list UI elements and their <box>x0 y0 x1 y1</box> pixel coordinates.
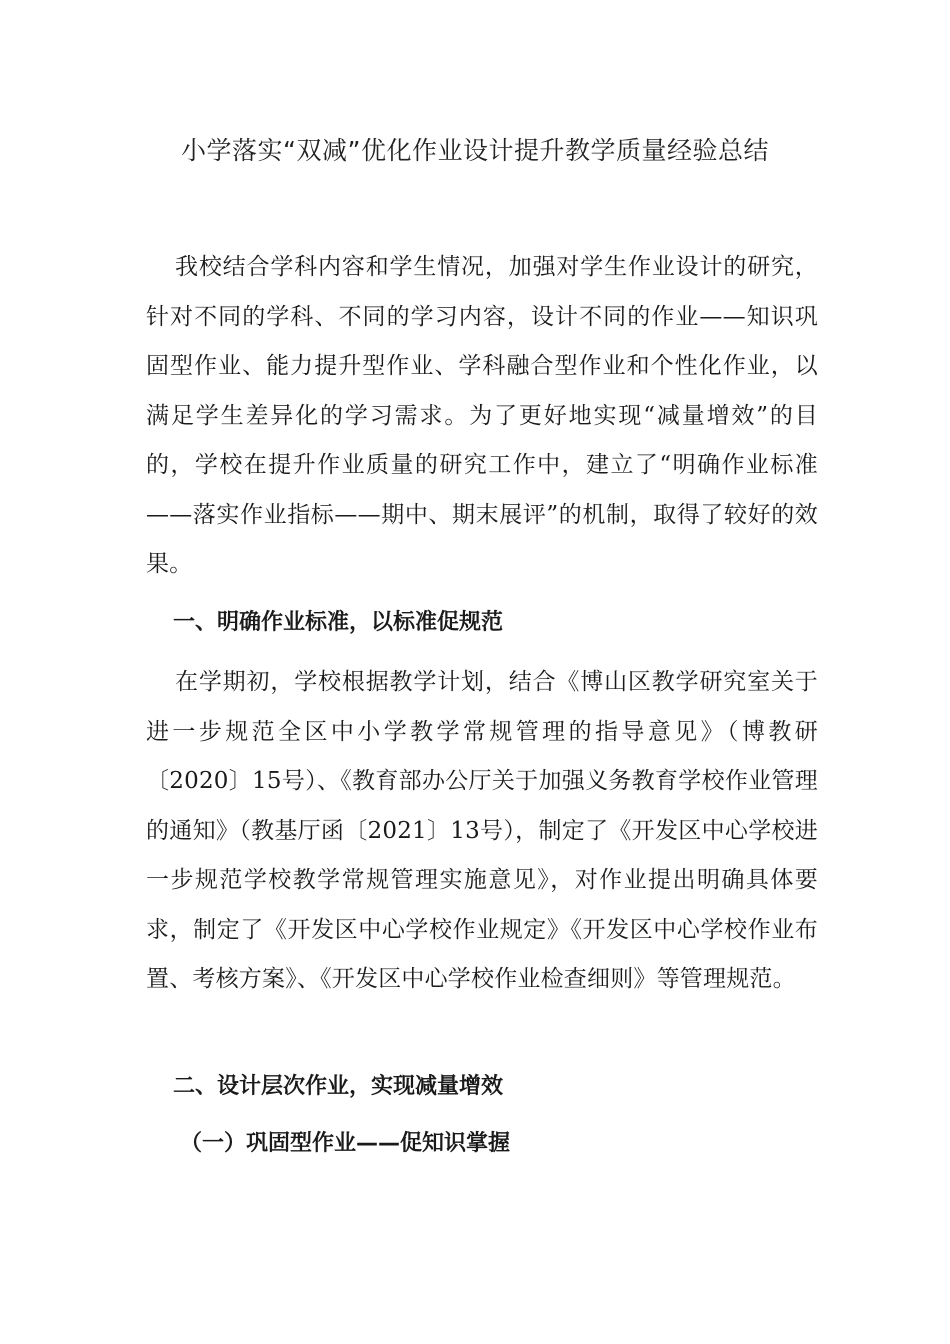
subsection-1-heading: （一）巩固型作业——促知识掌握 <box>180 1131 511 1156</box>
section-1-paragraph: 在学期初，学校根据教学计划，结合《博山区教学研究室关于进一步规范全区中小学教学常规管理的指导意见》（博教研〔2020〕15号）、《教育部办公厅关于加强义务教育学校作业管理的通知》（教基厅函〔2021〕13号），制定了《开发区中心学校进一步规范学校教学常规管理实施意见》，对作业提出明确具体要求，制定了《开发区中心学校作业规定》《开发区中心学校作业布置、考核方案》、《开发区中心学校作业检查细则》等管理规范。 <box>146 669 818 992</box>
section-1-heading: 一、明确作业标准，以标准促规范 <box>173 610 504 635</box>
intro-paragraph: 我校结合学科内容和学生情况，加强对学生作业设计的研究，针对不同的学科、不同的学习内容，设计不同的作业——知识巩固型作业、能力提升型作业、学科融合型作业和个性化作业，以满足学生差异化的学习需求。为了更好地实现“减量增效”的目的，学校在提升作业质量的研究工作中，建立了“明确作业标准——落实作业指标——期中、期末展评”的机制，取得了较好的效果。 <box>146 254 818 577</box>
document-title: 小学落实“双减”优化作业设计提升教学质量经验总结 <box>181 136 769 165</box>
section-2-heading: 二、设计层次作业，实现减量增效 <box>173 1074 504 1099</box>
